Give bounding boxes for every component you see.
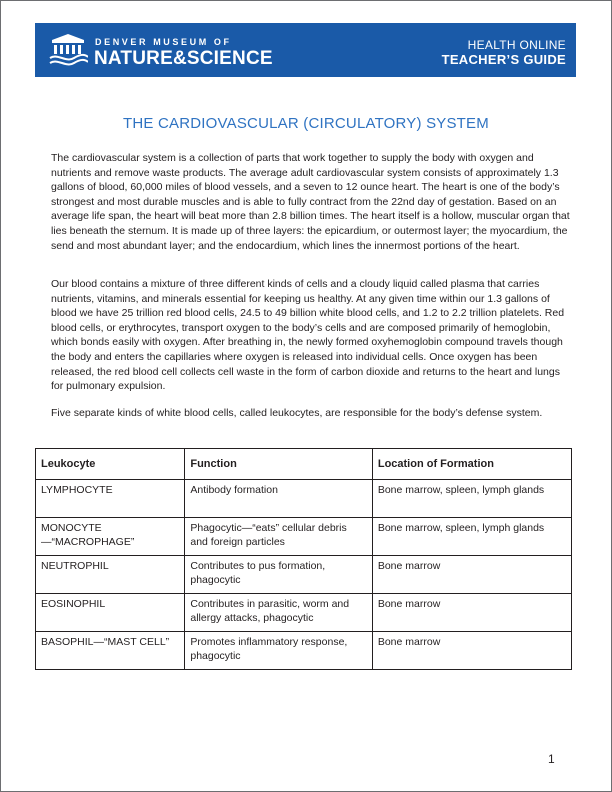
logo-wordmark: NATURE&SCIENCE [94, 48, 273, 69]
cell-location: Bone marrow [372, 594, 571, 632]
leukocyte-table [35, 448, 572, 670]
section-name: HEALTH ONLINE [467, 38, 566, 52]
table-row [36, 556, 572, 594]
cell-leukocyte: EOSINOPHIL [36, 594, 185, 632]
cell-leukocyte: NEUTROPHIL [36, 556, 185, 594]
cell-function: Contributes to pus formation, phagocytic [185, 556, 372, 594]
leukocyte-intro-paragraph: Five separate kinds of white blood cells, called leukocytes, are responsible for the body’s defense system. [51, 407, 543, 419]
cell-leukocyte: BASOPHIL—“MAST CELL” [36, 632, 185, 670]
cell-function: Promotes inflammatory response, phagocytic [185, 632, 372, 670]
header-function: Function [185, 449, 372, 480]
table-header-row [36, 449, 572, 480]
header-leukocyte: Leukocyte [36, 449, 185, 480]
page-number: 1 [548, 752, 555, 766]
table-row [36, 480, 572, 518]
guide-label [442, 38, 566, 68]
logo-museum-name: DENVER MUSEUM OF [95, 37, 232, 47]
cell-function: Phagocytic—“eats” cellular debris and foreign particles [185, 518, 372, 556]
cell-function: Antibody formation [185, 480, 372, 518]
intro-paragraph: The cardiovascular system is a collection of parts that work together to supply the body with oxygen and nutrients and remove waste products. The average adult cardiovascular system consists of approximately 1.3 gallons of blood, 60,000 miles of blood vessels, and a seven to 12 ounce heart. The heart is one of the body’s strongest and most durable muscles and is able to fully contract from the 22nd day of gestation. Based on an average life span, the heart will beat more than 2.8 billion times. The heart itself is a hollow, muscular organ that lies beneath the sternum. It is made up of three layers: the epicardium, or outermost layer; the myocardium, the send and most abundant layer; and the endocardium, which lines the innermost portions of the heart. [51, 152, 570, 252]
museum-logo-icon [48, 34, 88, 66]
table-row [36, 594, 572, 632]
guide-name: TEACHER’S GUIDE [441, 52, 566, 67]
cell-location: Bone marrow [372, 632, 571, 670]
cell-location: Bone marrow, spleen, lymph glands [372, 518, 571, 556]
cell-location: Bone marrow [372, 556, 571, 594]
cell-location: Bone marrow, spleen, lymph glands [372, 480, 571, 518]
header-banner [35, 23, 576, 77]
blood-paragraph: Our blood contains a mixture of three different kinds of cells and a cloudy liquid called plasma that carries nutrients, vitamins, and minerals essential for keeping us healthy. At any given time within our 1.3 gallons of blood we have 25 trillion red blood cells, 24.5 to 49 billion white blood cells, and 1.2 to 2.2 trillion platelets. Red blood cells, or erythrocytes, transport oxygen to the body’s cells and are composed primarily of hemoglobin, which bonds easily with oxygen. After breathing in, the newly formed oxyhemoglobin compound travels though the body and enters the capillaries where oxygen is released into individual cells. Once oxygen has been released, the red blood cell collects cell waste in the form of carbon dioxide and returns to the heart and lungs for pulmonary expulsion. [51, 278, 565, 393]
header-location: Location of Formation [372, 449, 571, 480]
table-row [36, 518, 572, 556]
page-title: THE CARDIOVASCULAR (CIRCULATORY) SYSTEM [123, 115, 489, 132]
cell-function: Contributes in parasitic, worm and allergy attacks, phagocytic [185, 594, 372, 632]
cell-leukocyte: LYMPHOCYTE [36, 480, 185, 518]
cell-leukocyte: MONOCYTE—“MACROPHAGE” [36, 518, 185, 556]
table-row [36, 632, 572, 670]
